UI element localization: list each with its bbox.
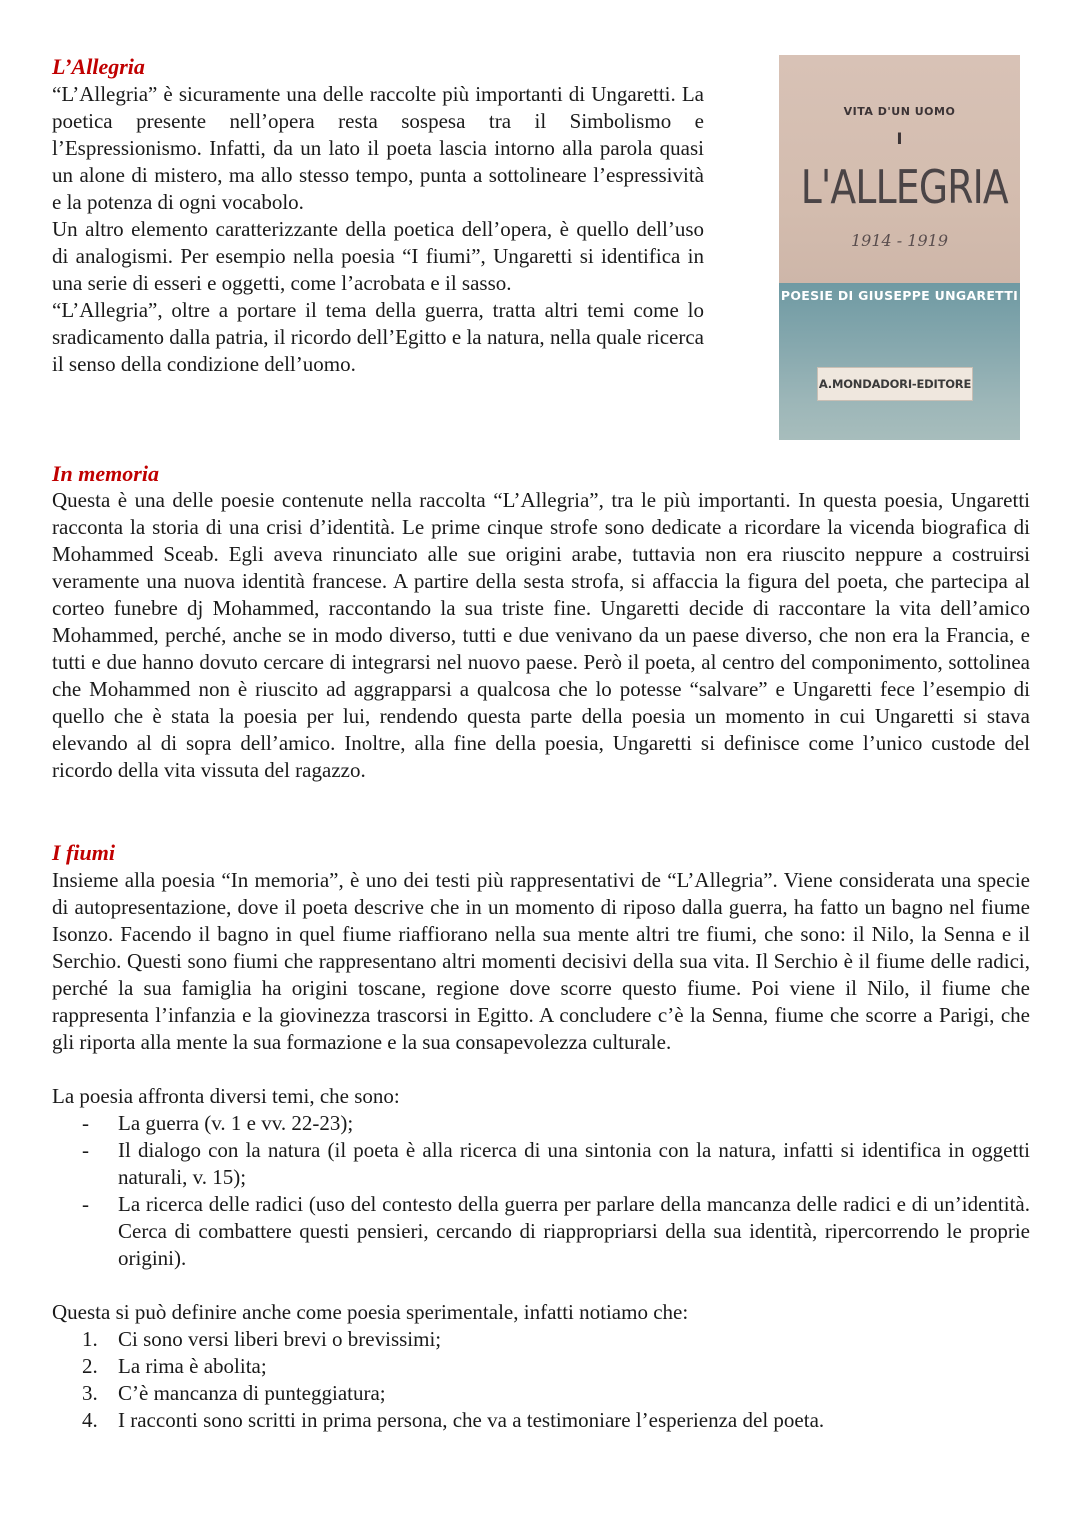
- cover-series-label: VITA D'UN UOMO: [843, 105, 956, 118]
- experimental-intro: Questa si può definire anche come poesia sperimentale, infatti notiamo che:: [52, 1300, 689, 1324]
- allegria-p2-text: Un altro elemento caratterizzante della poetica dell’opera, è quello dell’uso di analogismi. Per esempio nella poesia “I fiumi”, Ungaretti si identifica in una serie di esseri e oggetti, come l’acrobata e il sasso.: [52, 217, 704, 295]
- list-item: 4. I racconti sono scritti in prima persona, che va a testimoniare l’esperienza del poeta.: [82, 1408, 825, 1432]
- list-item: - La guerra (v. 1 e vv. 22-23);: [82, 1111, 354, 1135]
- list-item: 2. La rima è abolita;: [82, 1354, 267, 1378]
- book-cover-image: [779, 55, 1020, 440]
- feature-text: I racconti sono scritti in prima persona, che va a testimoniare l’esperienza del poeta.: [118, 1408, 825, 1432]
- theme-text: La guerra (v. 1 e vv. 22-23);: [118, 1111, 354, 1135]
- fiumi-p1-text: Insieme alla poesia “In memoria”, è uno dei testi più rappresentativi de “L’Allegria”. Viene considerata una specie di autopresentazione, dove il poeta descrive che in un momento di riposo dalla guerra, ha fatto un bagno nel fiume Isonzo. Facendo il bagno in quel fiume riaffiorano nella sua mente altri tre fiumi, che sono: il Nilo, la Senna e il Serchio. Questi sono fiumi che rappresentano altri momenti decisivi della sua vita. Il Serchio è il fiume delle radici, perché la sua famiglia ha origini toscane, regione dove scorre questo fiume. Poi viene il Nilo, il fiume che rappresenta l’infanzia e la giovinezza trascorsi in Egitto. A concludere c’è la Senna, fiume che scorre a Parigi, che gli riporta alla mente la sua formazione e la sua consapevolezza culturale.: [52, 868, 1030, 1054]
- cover-title: L'ALLEGRIA: [800, 160, 1008, 214]
- list-item: - La ricerca delle radici (uso del contesto della guerra per parlare della mancanza delle radici e di un’identità. Cerca di combattere questi pensieri, cercando di riappropriarsi della sua identità, ripercorrendo le proprie origini).: [82, 1192, 1030, 1270]
- themes-intro: La poesia affronta diversi temi, che sono:: [52, 1084, 400, 1108]
- features-list: [82, 1326, 1030, 1434]
- feature-text: La rima è abolita;: [118, 1354, 267, 1378]
- cover-publisher-label: A.MONDADORI-EDITORE: [817, 367, 973, 401]
- list-item: - Il dialogo con la natura (il poeta è alla ricerca di una sintonia con la natura, infatti si identifica in oggetti naturali, v. 15);: [82, 1138, 1030, 1189]
- cover-blue-band: [779, 283, 1020, 440]
- theme-text: La ricerca delle radici (uso del contesto della guerra per parlare della mancanza delle radici e di un’identità. Cerca di combattere questi pensieri, cercando di riappropriarsi della sua identità, ripercorrendo le proprie origini).: [118, 1192, 1030, 1270]
- cover-subtitle: POESIE DI GIUSEPPE UNGARETTI: [780, 288, 1019, 303]
- allegria-paragraph-1: [52, 81, 704, 216]
- feature-text: C’è mancanza di punteggiatura;: [118, 1381, 386, 1405]
- feature-text: Ci sono versi liberi brevi o brevissimi;: [118, 1327, 442, 1351]
- section-heading-memoria: In memoria: [52, 461, 159, 486]
- allegria-p3-text: “L’Allegria”, oltre a portare il tema della guerra, tratta altri temi come lo sradicamento dalla patria, il ricordo dell’Egitto e la natura, nella quale ricerca il senso della condizione dell’uomo.: [52, 298, 704, 376]
- list-item: 3. C’è mancanza di punteggiatura;: [82, 1381, 386, 1405]
- theme-text: Il dialogo con la natura (il poeta è alla ricerca di una sintonia con la natura, infatti si identifica in oggetti naturali, v. 15);: [118, 1138, 1030, 1189]
- memoria-p1-text: Questa è una delle poesie contenute nella raccolta “L’Allegria”, tra le più importanti. In questa poesia, Ungaretti racconta la storia di una crisi d’identità. Le prime cinque strofe sono dedicate a ricordare la vicenda biografica di Mohammed Sceab. Egli aveva rinunciato alle sue origini arabe, tuttavia non era riuscito neppure a costruirsi veramente una nuova identità francese. A partire della sesta strofa, si affaccia la figura del poeta, che partecipa al corteo funebre dj Mohammed, raccontando la sua triste fine. Ungaretti decide di raccontare la vita dell’amico Mohammed, perché, anche se in modo diverso, tutti e due venivano da un paese diverso, che non era la Francia, e tutti e due hanno dovuto cercare di integrarsi nel nuovo paese. Però il poeta, al centro del componimento, sottolinea che Mohammed non è riuscito ad aggrapparsi a qualcosa che lo potesse “salvare” e Ungaretti fece l’esempio di quello che è stata la poesia per lui, rendendo questa parte della poesia un momento in cui Ungaretti si stava elevando al di sopra dell’amico. Inoltre, alla fine della poesia, Ungaretti si definisce come l’unico custode del ricordo della vita vissuta del ragazzo.: [52, 488, 1030, 782]
- themes-list: [82, 1110, 1030, 1272]
- allegria-paragraph-3: [52, 297, 704, 378]
- cover-volume-number: I: [896, 129, 903, 148]
- cover-years: 1914 - 1919: [850, 231, 948, 250]
- allegria-p1-text: “L’Allegria” è sicuramente una delle raccolte più importanti di Ungaretti. La poetica presente nell’opera resta sospesa tra il Simbolismo e l’Espressionismo. Infatti, da un lato il poeta lascia intorno alla parola quasi un alone di mistero, ma allo stesso tempo, punta a sottolineare l’espressività e la potenza di ogni vocabolo.: [52, 82, 704, 214]
- allegria-paragraph-2: [52, 216, 704, 297]
- list-item: 1. Ci sono versi liberi brevi o brevissimi;: [82, 1327, 442, 1351]
- fiumi-paragraph: [52, 867, 1030, 1056]
- section-heading-fiumi: I fiumi: [52, 840, 115, 865]
- section-heading-allegria: L’Allegria: [52, 54, 145, 79]
- memoria-paragraph: [52, 487, 1030, 784]
